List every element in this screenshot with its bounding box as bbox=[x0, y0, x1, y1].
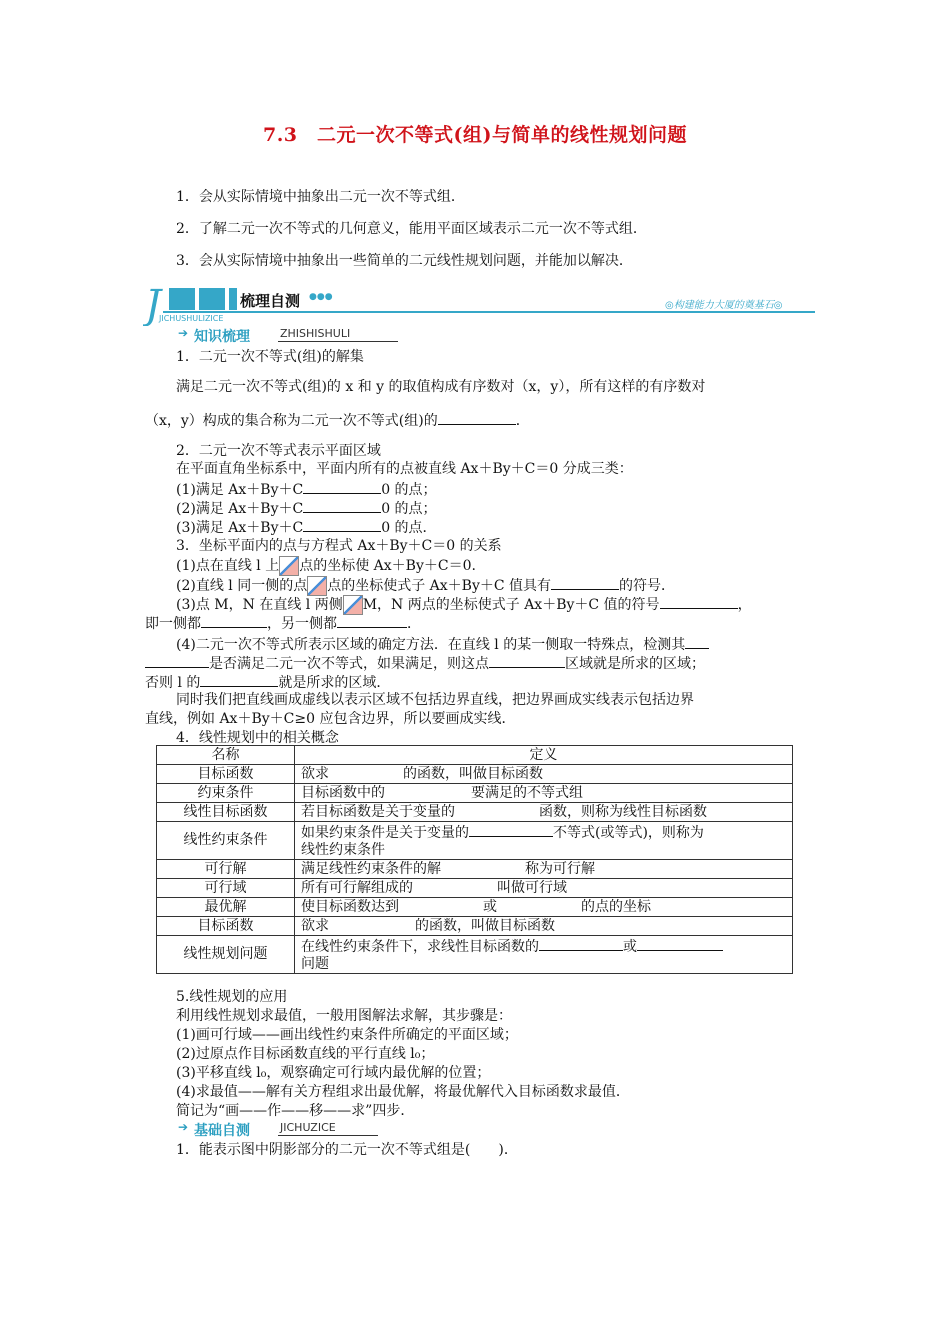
p2-heading: 2．二元一次不等式表示平面区域 bbox=[176, 443, 381, 459]
row-definition: 目标函数中的 要满足的不等式组 bbox=[295, 784, 793, 803]
table-row bbox=[157, 936, 793, 974]
objective-3: 3．会从实际情境中抽象出一些简单的二元线性规划问题，并能加以解决． bbox=[176, 253, 633, 269]
p3-item4: (4)二元一次不等式所表示区域的确定方法．在直线 l 的某一侧取一特殊点，检测其 bbox=[176, 634, 709, 655]
arrow-icon: ➔ bbox=[178, 1120, 189, 1134]
p4-heading: 4．线性规划中的相关概念 bbox=[176, 730, 339, 746]
image-placeholder-icon bbox=[343, 595, 363, 615]
p5-step3: (3)平移直线 l₀，观察确定可行域内最优解的位置； bbox=[176, 1065, 491, 1081]
image-placeholder-icon bbox=[279, 556, 299, 576]
p5-step4: (4)求最值——解有关方程组求出最优解，将最优解代入目标函数求最值． bbox=[176, 1084, 630, 1100]
p3-item1: (1)点在直线 l 上 点的坐标使 Ax＋By＋C＝0. bbox=[176, 558, 476, 574]
svg-text:J: J bbox=[145, 282, 162, 326]
row-definition: 欲求 的函数，叫做目标函数 bbox=[295, 917, 793, 936]
row-name: 目标函数 bbox=[157, 765, 295, 784]
arrow-icon: ➔ bbox=[178, 326, 189, 340]
section-label: 基础自测 bbox=[194, 1123, 250, 1139]
p5-step1: (1)画可行域——画出线性约束条件所确定的平面区域； bbox=[176, 1027, 518, 1043]
row-name: 目标函数 bbox=[157, 917, 295, 936]
row-name: 线性约束条件 bbox=[157, 822, 295, 860]
row-name: 可行域 bbox=[157, 879, 295, 898]
p2-item3: (3)满足 Ax＋By＋C 0 的点． bbox=[176, 517, 437, 538]
row-definition: 如果约束条件是关于变量的 不等式(或等式)，则称为 线性约束条件 bbox=[295, 822, 793, 860]
section-pinyin: JICHUZICE bbox=[280, 1121, 336, 1134]
banner-motto: ◎构建能力大厦的奠基石◎ bbox=[665, 300, 783, 311]
table-row bbox=[157, 879, 793, 898]
table-row bbox=[157, 898, 793, 917]
header-definition: 定义 bbox=[295, 746, 793, 765]
row-name: 可行解 bbox=[157, 860, 295, 879]
section-label: 知识梳理 bbox=[194, 329, 250, 345]
p1-heading: 1．二元一次不等式(组)的解集 bbox=[176, 349, 364, 365]
section-tag-zhishi bbox=[178, 326, 398, 345]
header-name: 名称 bbox=[157, 746, 295, 765]
p3-item2: (2)直线 l 同一侧的点 点的坐标使式子 Ax＋By＋C 值具有 的符号． bbox=[176, 575, 675, 596]
p3-item4-cont: 是否满足二元一次不等式，如果满足，则这点 区域就是所求的区域； bbox=[145, 653, 705, 674]
question-1: 1．能表示图中阴影部分的二元一次不等式组是( )． bbox=[176, 1142, 518, 1158]
row-name: 线性规划问题 bbox=[157, 936, 295, 974]
row-name: 约束条件 bbox=[157, 784, 295, 803]
table-row bbox=[157, 860, 793, 879]
p1-line2: （x，y）构成的集合称为二元一次不等式(组)的 ． bbox=[145, 410, 530, 431]
row-definition: 欲求 的函数，叫做目标函数 bbox=[295, 765, 793, 784]
section-pinyin: ZHISHISHULI bbox=[280, 327, 351, 340]
table-row bbox=[157, 803, 793, 822]
row-name: 最优解 bbox=[157, 898, 295, 917]
row-definition: 所有可行解组成的 叫做可行域 bbox=[295, 879, 793, 898]
section-tag-jichu bbox=[178, 1120, 378, 1139]
table-row bbox=[157, 917, 793, 936]
table-row bbox=[157, 822, 793, 860]
p5-heading: 5.线性规划的应用 bbox=[176, 989, 288, 1005]
table-row bbox=[157, 765, 793, 784]
p5-intro: 利用线性规划求最值，一般用图解法求解，其步骤是： bbox=[176, 1008, 512, 1024]
row-definition: 使目标函数达到 或 的点的坐标 bbox=[295, 898, 793, 917]
banner-heading: 梳理自测 bbox=[240, 292, 301, 310]
table-row bbox=[157, 784, 793, 803]
row-definition: 满足线性约束条件的解 称为可行解 bbox=[295, 860, 793, 879]
p3-note1: 同时我们把直线画成虚线以表示区域不包括边界直线，把边界画成实线表示包括边界 bbox=[176, 692, 694, 708]
objective-1: 1．会从实际情境中抽象出二元一次不等式组． bbox=[176, 189, 465, 205]
row-definition: 若目标函数是关于变量的 函数，则称为线性目标函数 bbox=[295, 803, 793, 822]
p1-line1: 满足二元一次不等式(组)的 x 和 y 的取值构成有序数对（x，y），所有这样的有序数对 bbox=[176, 379, 706, 395]
objective-2: 2．了解二元一次不等式的几何意义，能用平面区域表示二元一次不等式组． bbox=[176, 221, 647, 237]
p3-item4-end: 否则 l 的 就是所求的区域． bbox=[145, 672, 390, 693]
p2-item2: (2)满足 Ax＋By＋C 0 的点； bbox=[176, 498, 437, 519]
p5-summary: 简记为“画——作——移——求”四步． bbox=[176, 1103, 415, 1119]
page-title: 7.3 二元一次不等式(组)与简单的线性规划问题 bbox=[262, 124, 688, 146]
image-placeholder-icon bbox=[307, 576, 327, 596]
row-name: 线性目标函数 bbox=[157, 803, 295, 822]
p3-heading: 3．坐标平面内的点与方程式 Ax＋By＋C＝0 的关系 bbox=[176, 538, 502, 554]
p5-step2: (2)过原点作目标函数直线的平行直线 l₀； bbox=[176, 1046, 435, 1062]
p3-note2: 直线，例如 Ax＋By＋C≥0 应包含边界，所以要画成实线． bbox=[145, 711, 516, 727]
banner-pinyin: JICHUSHULIZICE bbox=[159, 314, 224, 323]
p3-item3-cont: 即一侧都 ，另一侧都 ． bbox=[145, 613, 421, 634]
section-banner bbox=[143, 282, 815, 326]
p2-item1: (1)满足 Ax＋By＋C 0 的点； bbox=[176, 479, 437, 500]
p2-intro: 在平面直角坐标系中，平面内所有的点被直线 Ax＋By＋C＝0 分成三类： bbox=[176, 461, 633, 477]
p3-item3: (3)点 M，N 在直线 l 两侧 M，N 两点的坐标使式子 Ax＋By＋C 值的符号 ， bbox=[176, 594, 752, 615]
concept-table bbox=[156, 745, 793, 974]
row-definition: 在线性约束条件下，求线性目标函数的 或 问题 bbox=[295, 936, 793, 974]
table-header-row bbox=[157, 746, 793, 765]
banner-dots: ●●● bbox=[309, 292, 333, 302]
